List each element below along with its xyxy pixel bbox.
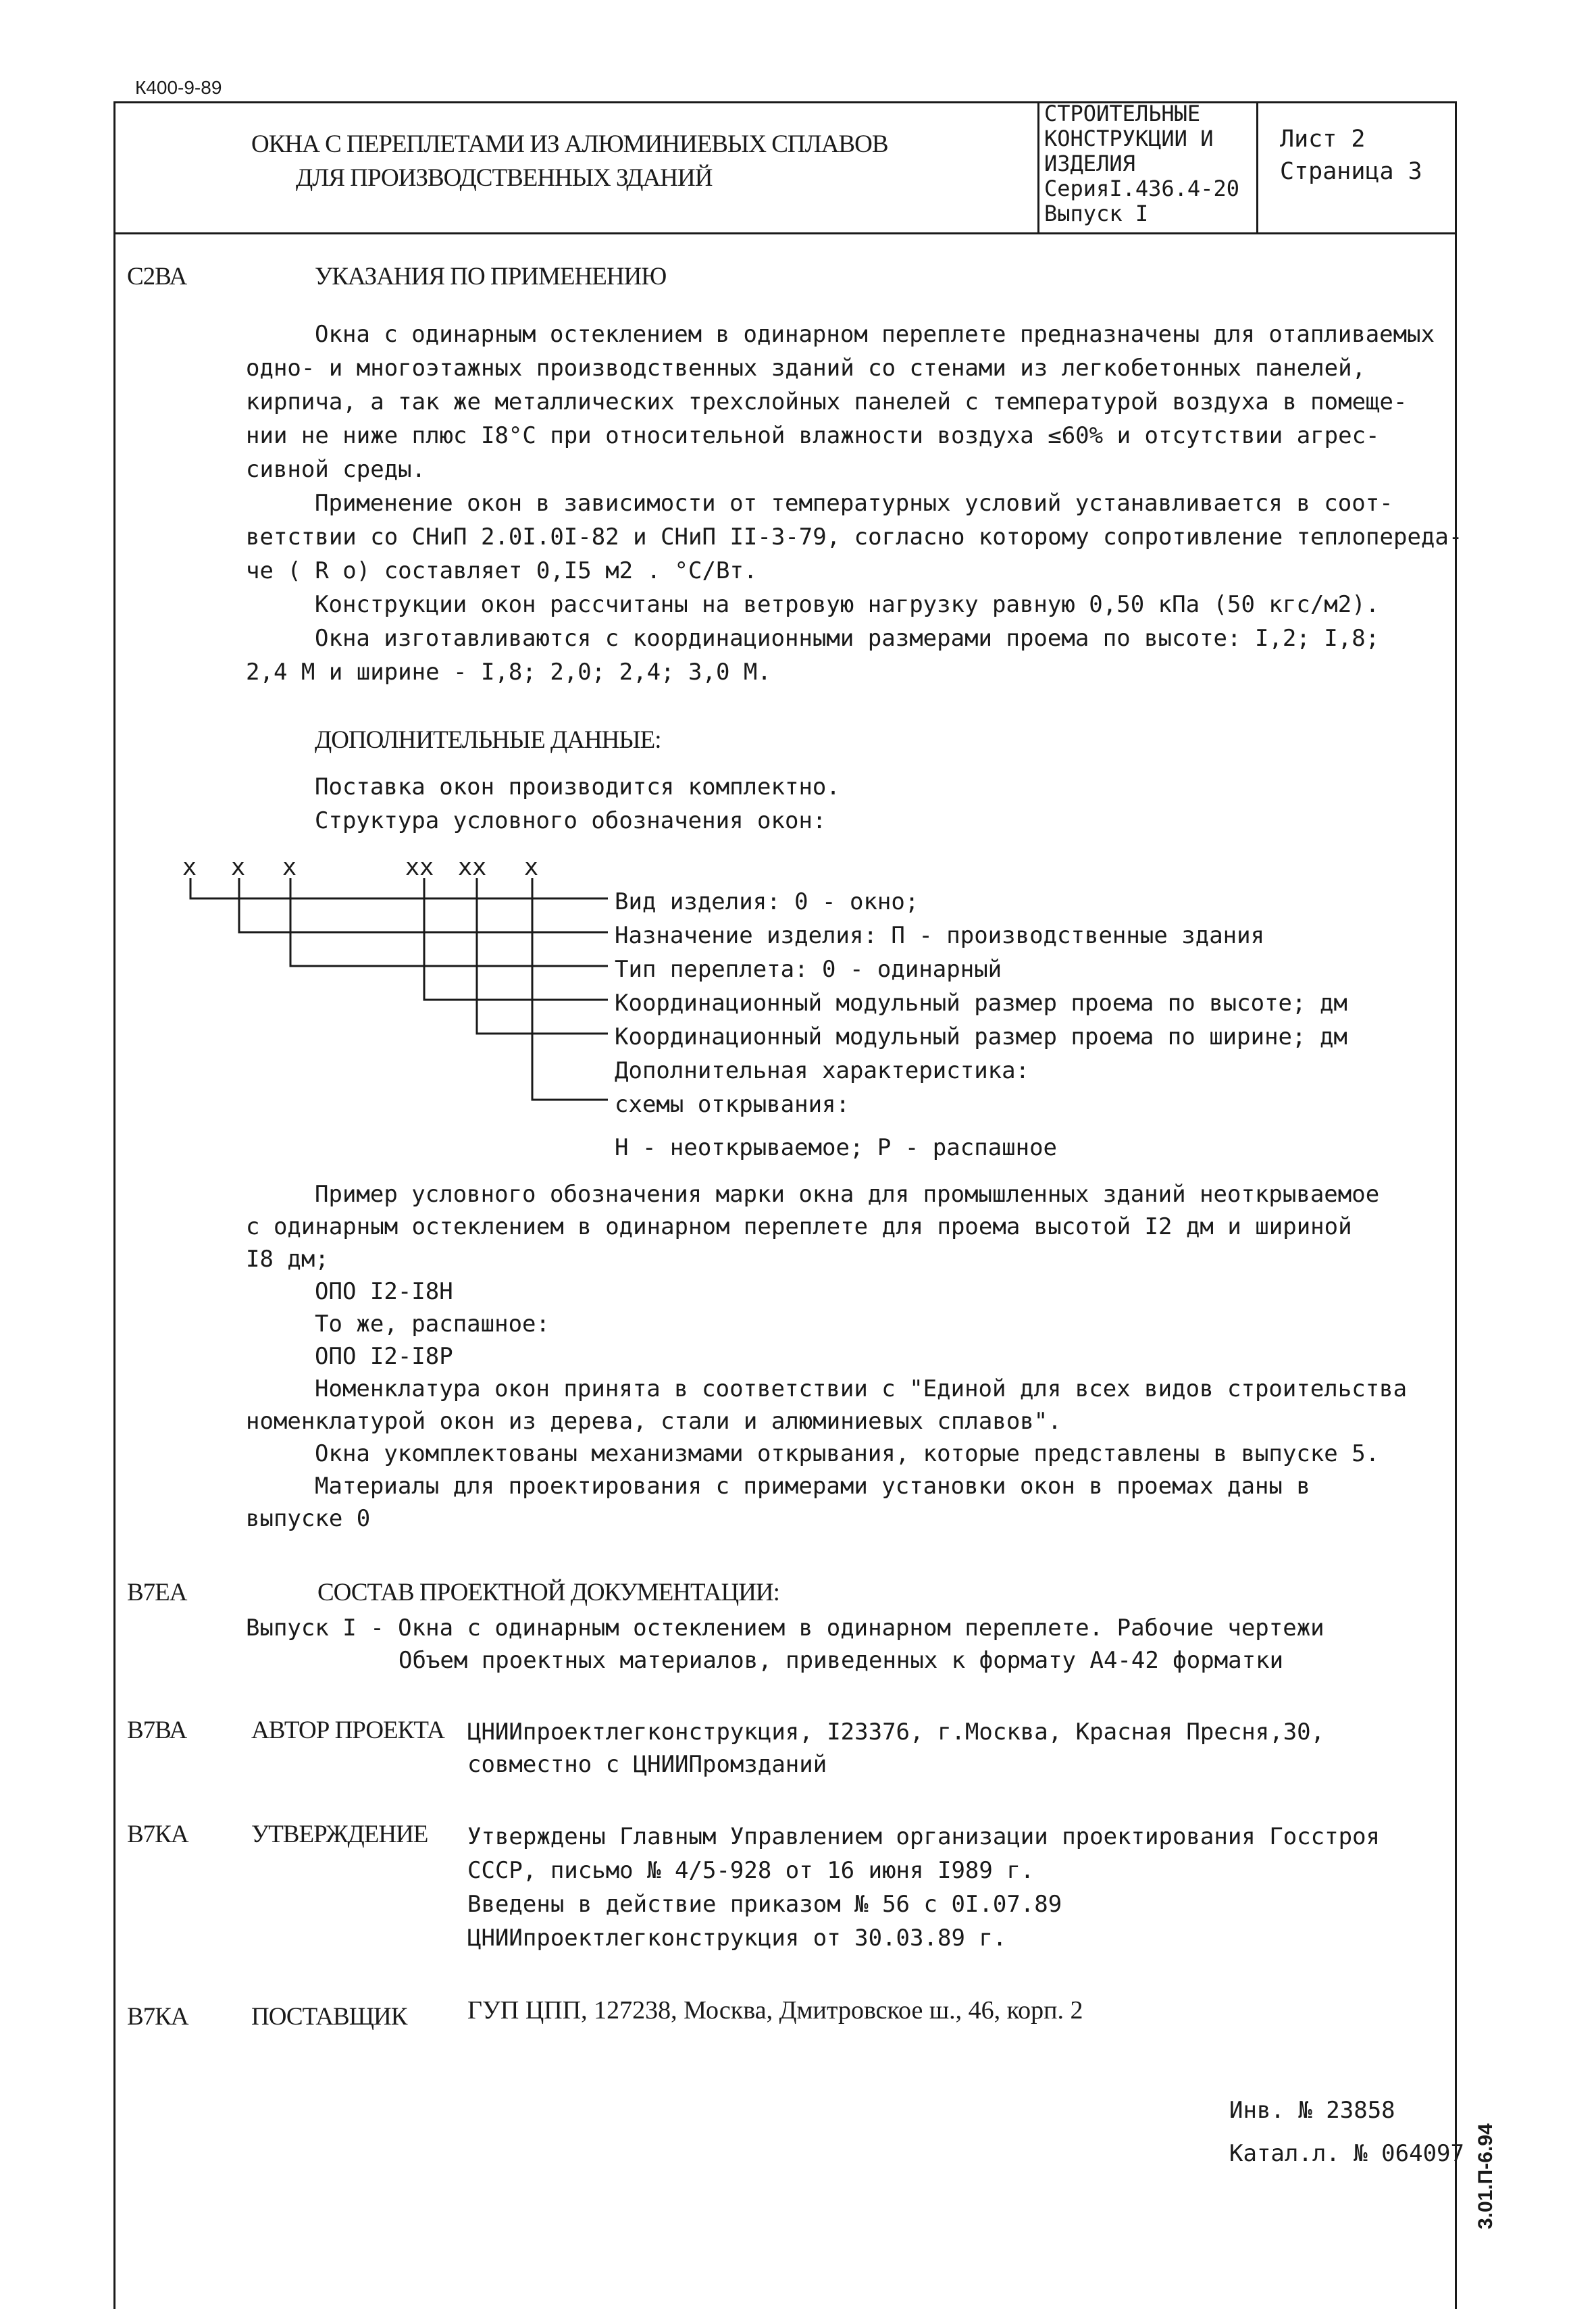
text-line: кирпича, а так же металлических трехслойных панелей с температурой воздуха в помеще- [246,388,1408,415]
text-line: номенклатурой окон из дерева, стали и алюминиевых сплавов". [246,1408,1062,1435]
series-line: СТРОИТЕЛЬНЫЕ [1044,101,1201,126]
section-label: ПОСТАВЩИК [251,2003,407,2031]
text-line: ЦНИИпроектлегконструкция от 30.03.89 г. [467,1925,1007,1952]
text-line: Пример условного обозначения марки окна для промышленных зданий неоткрываемое [315,1181,1380,1208]
text-line: сивной среды. [246,456,426,483]
sheet-number: Лист 2 [1280,126,1366,153]
supplier-text: ГУП ЦПП, 127238, Москва, Дмитровское ш., 46, корп. 2 [467,1996,1083,2025]
series-line: КОНСТРУКЦИИ И [1044,126,1214,151]
series-line: ИЗДЕЛИЯ [1044,151,1135,176]
section-heading: УКАЗАНИЯ ПО ПРИМЕНЕНИЮ [315,263,667,290]
text-line: ОПО I2-I8Р [315,1343,453,1370]
text-line: ЦНИИпроектлегконструкция, I23376, г.Москва, Красная Пресня,30, [467,1719,1325,1746]
text-line: I8 дм; [246,1246,329,1273]
diagram-legend [615,885,1347,1165]
mark-x: х [524,854,539,881]
approval-text [467,1820,1380,1955]
legend-item: схемы открывания: [615,1091,850,1118]
legend-item: Н - неоткрываемое; Р - распашное [615,1134,1058,1161]
inventory-number: Инв. № 23858 [1229,2097,1395,2124]
text-line: То же, распашное: [315,1311,550,1338]
legend-item: Координационный модульный размер проема по высоте; дм [615,990,1347,1017]
section-code: В7ЕА [127,1579,187,1606]
connector-line [290,878,608,966]
mark-x: х [231,854,246,881]
text-line: Окна укомплектованы механизмами открывания, которые представлены в выпуске 5. [315,1440,1380,1467]
text-line: 2,4 М и ширине - I,8; 2,0; 2,4; 3,0 М. [246,659,771,686]
text-line: Окна изготавливаются с координационными размерами проема по высоте: I,2; I,8; [315,625,1380,652]
section-heading: СОСТАВ ПРОЕКТНОЙ ДОКУМЕНТАЦИИ: [317,1579,779,1606]
doc-code: К400-9-89 [135,77,222,98]
connector-line [190,878,608,898]
text-line: Введены в действие приказом № 56 с 0I.07.89 [467,1891,1062,1918]
section-label: УТВЕРЖДЕНИЕ [251,1821,428,1848]
text-line: Номенклатура окон принята в соответствии с "Единой для всех видов строительства [315,1375,1408,1402]
text-line: одно- и многоэтажных производственных зданий со стенами из легкобетонных панелей, [246,355,1366,382]
mark-xx: хх [458,854,487,881]
text-line: нии не ниже плюс I8°С при относительной влажности воздуха ≤60% и отсутствии агрес- [246,422,1380,449]
legend-item: Тип переплета: 0 - одинарный [615,956,1002,983]
section-code: В7ВА [127,1717,187,1744]
section-code: В7КА [127,1821,188,1848]
legend-item: Вид изделия: 0 - окно; [615,888,919,915]
text-line: с одинарным остеклением в одинарном переплете для проема высотой I2 дм и шириной [246,1213,1352,1240]
documentation-text [246,1612,1324,1677]
text-line: ветствии со СНиП 2.0I.0I-82 и СНиП II-3-79, согласно которому сопротивление теплопереда- [246,524,1463,551]
text-line: че ( R о) составляет 0,I5 м2 . °С/Вт. [246,557,758,584]
legend-item: Координационный модульный размер проема по ширине; дм [615,1023,1347,1050]
mark-xx: хх [405,854,434,881]
text-line: Конструкции окон рассчитаны на ветровую нагрузку равную 0,50 кПа (50 кгс/м2). [315,591,1380,618]
connector-line [532,878,608,1100]
legend-item: Назначение изделия: П - производственные здания [615,922,1265,949]
series-line: Выпуск I [1044,201,1149,226]
text-line: Материалы для проектирования с примерами установки окон в проемах даны в [315,1473,1310,1500]
text-line: совместно с ЦНИИПромзданий [467,1751,827,1778]
title-line-1: ОКНА С ПЕРЕПЛЕТАМИ ИЗ АЛЮМИНИЕВЫХ СПЛАВОВ [251,130,888,158]
example-text [246,1178,1407,1535]
author-text [467,1716,1324,1781]
text-line: Утверждены Главным Управлением организации проектирования Госстроя [467,1823,1381,1850]
section-code: В7КА [127,2003,188,2031]
page-number: Страница 3 [1280,158,1422,185]
mark-x: х [182,854,197,881]
title-line-2: ДЛЯ ПРОИЗВОДСТВЕННЫХ ЗДАНИЙ [296,164,713,192]
text-line: ОПО I2-I8Н [315,1278,453,1305]
section-label: АВТОР ПРОЕКТА [251,1717,444,1744]
text-line: СССР, письмо № 4/5-928 от 16 июня I989 г. [467,1857,1035,1884]
legend-item: Дополнительная характеристика: [615,1057,1030,1084]
text-line: Окна с одинарным остеклением в одинарном переплете предназначены для отапливаемых [315,321,1435,348]
section-heading: ДОПОЛНИТЕЛЬНЫЕ ДАННЫЕ: [315,726,661,754]
side-code: 3.01.П-6.94 [1474,2123,1497,2229]
connector-line [424,878,608,1000]
section-code: С2ВА [127,263,187,290]
catalog-number: Катал.л. № 064097 [1229,2140,1464,2167]
connector-line [477,878,608,1034]
mark-x: х [282,854,297,881]
text-line: выпуске 0 [246,1505,371,1532]
text-line: Применение окон в зависимости от температурных условий устанавливается в соот- [315,490,1393,517]
series-line: СерияI.436.4-20 [1044,176,1239,201]
text-line: Поставка окон производится комплектно. [315,773,840,800]
text-line: Структура условного обозначения окон: [315,807,827,834]
text-line: Выпуск I - Окна с одинарным остеклением в одинарном переплете. Рабочие чертежи [246,1615,1324,1642]
text-line: Объем проектных материалов, приведенных к формату А4-42 форматки [398,1647,1284,1674]
